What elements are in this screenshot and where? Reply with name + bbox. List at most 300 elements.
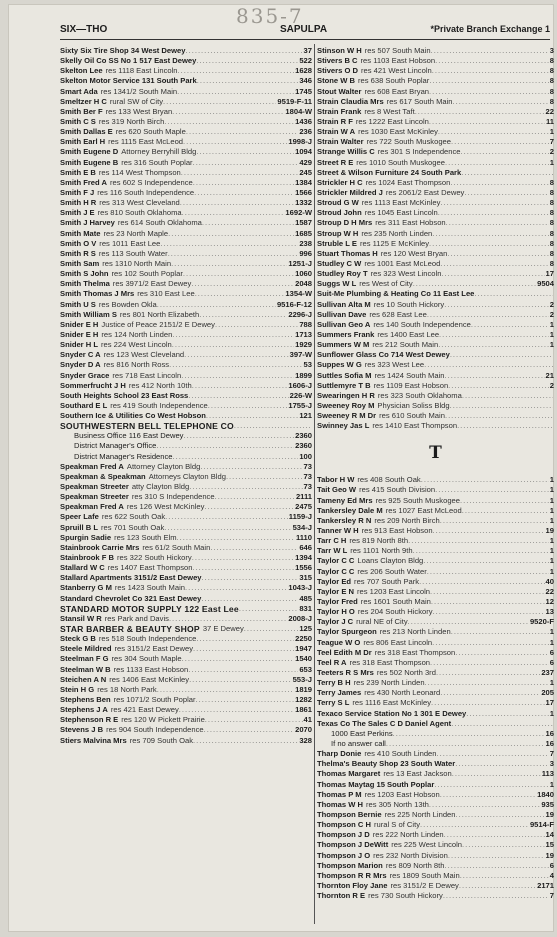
- directory-entry: [317, 107, 554, 117]
- directory-entry: [317, 350, 554, 360]
- entry-name: Strain Claudia Mrs: [317, 96, 384, 106]
- entry-phone: [553, 350, 554, 360]
- section-letter: T: [429, 443, 442, 464]
- entry-name: Stainbrook F B: [60, 553, 115, 563]
- entry-name: Suppes W G: [317, 360, 362, 370]
- entry-phone: 16: [545, 728, 554, 738]
- leader-dots: [455, 759, 549, 769]
- entry-phone: 125: [299, 624, 312, 634]
- leader-dots: [244, 624, 299, 634]
- entry-address: res 1113 East McKinley: [361, 198, 441, 208]
- entry-phone: 1: [549, 157, 554, 167]
- entry-address: res 18 North Park: [97, 684, 157, 694]
- entry-name: Thornton R E: [317, 891, 366, 901]
- directory-entry: [317, 749, 554, 759]
- entry-phone: 8: [549, 96, 554, 106]
- entry-phone: 2070: [295, 725, 312, 735]
- directory-entry: [317, 310, 554, 320]
- entry-name: Smeltzer H C: [60, 96, 107, 106]
- directory-entry: [60, 654, 312, 664]
- directory-entry: [317, 567, 554, 577]
- leader-dots: [474, 289, 553, 299]
- directory-entry: [60, 685, 312, 695]
- entry-name: Stroud John: [317, 208, 362, 218]
- entry-address: res 209 North Birch: [374, 515, 440, 525]
- leader-dots: [430, 658, 549, 668]
- entry-name: Speakman Fred A: [60, 502, 124, 512]
- leader-dots: [455, 810, 544, 820]
- directory-entry: [317, 87, 554, 97]
- directory-entry: [60, 705, 312, 715]
- entry-name: Steelman F G: [60, 654, 109, 664]
- entry-phone: 1: [549, 505, 554, 515]
- entry-phone: 9519-F-11: [277, 96, 312, 106]
- entry-name: Taylor C C: [317, 556, 355, 566]
- leader-dots: [461, 168, 553, 178]
- entry-address: res 313 West Cleveland: [99, 198, 180, 208]
- entry-name: Snider E H: [60, 329, 99, 339]
- leader-dots: [182, 654, 294, 664]
- entry-phone: 1: [549, 319, 554, 329]
- entry-phone: 1: [549, 127, 554, 137]
- entry-phone: [553, 168, 554, 178]
- entry-phone: 2008-J: [288, 613, 312, 623]
- leader-dots: [413, 279, 536, 289]
- leader-dots: [193, 178, 294, 188]
- entry-name: Taylor H O: [317, 607, 355, 617]
- entry-name: Speakman Streeter: [60, 492, 129, 502]
- entry-name: Business Office 116 East Dewey: [74, 431, 184, 441]
- entry-name: Teague W O: [317, 637, 361, 647]
- leader-dots: [462, 391, 553, 401]
- entry-name: STAR BARBER & BEAUTY SHOP: [60, 624, 200, 635]
- leader-dots: [429, 117, 545, 127]
- entry-address: rural SW of City: [109, 96, 164, 106]
- leader-dots: [451, 137, 549, 147]
- directory-entry: [317, 729, 554, 739]
- directory-entry: [60, 127, 312, 137]
- directory-entry: [317, 421, 554, 431]
- entry-address: res 816 North Ross: [103, 360, 170, 370]
- entry-phone: 12: [545, 597, 554, 607]
- leader-dots: [204, 502, 294, 512]
- entry-name: Tarr W L: [317, 546, 348, 556]
- entry-name: Strain Walter: [317, 137, 364, 147]
- directory-entry: [60, 543, 312, 553]
- directory-entry: [317, 597, 554, 607]
- directory-entry: [317, 340, 554, 350]
- entry-address: res 319 North Birch: [98, 116, 165, 126]
- directory-entry: [317, 279, 554, 289]
- leader-dots: [450, 178, 548, 188]
- entry-phone: 8: [549, 238, 554, 248]
- entry-phone: 19: [545, 526, 554, 536]
- directory-entry: [60, 452, 312, 462]
- entry-name: Suggs W L: [317, 279, 357, 289]
- entry-phone: 1: [549, 536, 554, 546]
- leader-dots: [429, 239, 549, 249]
- entry-address: res 133 West Bryan: [105, 106, 173, 116]
- entry-address: res 419 South Independence: [110, 400, 208, 410]
- entry-name: Thompson Bernie: [317, 809, 382, 819]
- entry-name: Strain R F: [317, 116, 353, 126]
- entry-address: res 430 North Leonard: [364, 688, 441, 698]
- directory-entry: [317, 648, 554, 658]
- entry-address: res 628 East Lee: [369, 309, 427, 319]
- entry-name: Strain Frank: [317, 106, 362, 116]
- entry-phone: 2111: [295, 492, 312, 502]
- entry-phone: 2360: [295, 441, 312, 451]
- directory-entry: [60, 259, 312, 269]
- directory-entry: [60, 502, 312, 512]
- entry-phone: 1713: [295, 329, 312, 339]
- entry-address: res 904 South Independence: [106, 725, 204, 735]
- leader-dots: [171, 259, 287, 269]
- entry-phone: 245: [299, 167, 312, 177]
- leader-dots: [191, 279, 294, 289]
- entry-address: res 123 West Cleveland: [103, 350, 185, 360]
- entry-phone: 1043-J: [288, 583, 312, 593]
- directory-entry: [317, 769, 554, 779]
- leader-dots: [179, 705, 294, 715]
- entry-name: Standard Chevrolet Co 321 East Dewey: [60, 593, 202, 603]
- entry-address: Attorney Berryhill Bldg: [121, 147, 197, 157]
- entry-name: Steelman W B: [60, 664, 111, 674]
- leader-dots: [183, 431, 294, 441]
- leader-dots: [450, 401, 553, 411]
- directory-entry: [60, 401, 312, 411]
- entry-address: res 120 W Pickett Prairie: [121, 715, 205, 725]
- entry-phone: 6: [549, 860, 554, 870]
- leader-dots: [192, 563, 294, 573]
- entry-address: res 617 South Main: [386, 96, 453, 106]
- entry-name: Smith Earl H: [60, 137, 106, 147]
- entry-phone: [553, 289, 554, 299]
- entry-name: Smith Thelma: [60, 279, 110, 289]
- directory-entry: [317, 97, 554, 107]
- entry-name: District Manager's Residence: [74, 451, 173, 461]
- directory-entry: [60, 523, 312, 533]
- entry-phone: 831: [299, 603, 312, 613]
- leader-dots: [188, 665, 298, 675]
- entry-phone: 13: [545, 607, 554, 617]
- directory-entry: [317, 780, 554, 790]
- entry-phone: 8: [549, 76, 554, 86]
- entry-name: Smart Ada: [60, 86, 98, 96]
- entry-name: Sixty Six Tire Shop 34 West Dewey: [60, 46, 186, 55]
- directory-entry: [317, 526, 554, 536]
- directory-entry: [317, 188, 554, 198]
- entry-phone: 1251-J: [288, 258, 312, 268]
- entry-address: res 318 East Thompson: [349, 657, 431, 667]
- entry-name: Street R E: [317, 157, 354, 167]
- leader-dots: [430, 587, 545, 597]
- entry-name: Smith Ber F: [60, 106, 103, 116]
- entry-name: District Manager's Office: [74, 441, 157, 451]
- entry-phone: 1556: [295, 563, 312, 573]
- leader-dots: [156, 441, 294, 451]
- directory-entry: [317, 861, 554, 871]
- leader-dots: [427, 567, 549, 577]
- leader-dots: [431, 597, 545, 607]
- entry-name: Sullivan Geo A: [317, 319, 371, 329]
- entry-phone: 53: [303, 360, 312, 370]
- entry-name: Sweeney R M Dr: [317, 411, 377, 421]
- directory-entry: [60, 665, 312, 675]
- entry-phone: 9516-F-12: [276, 299, 312, 309]
- leader-dots: [423, 556, 548, 566]
- directory-entry: [317, 330, 554, 340]
- directory-entry: [317, 627, 554, 637]
- leader-dots: [189, 482, 302, 492]
- entry-phone: [553, 391, 554, 401]
- entry-phone: 1384: [295, 177, 312, 187]
- entry-address: res 311 East Hobson: [375, 218, 446, 228]
- header-rule: [60, 39, 550, 40]
- entry-address: res 638 South Poplar: [357, 76, 430, 86]
- directory-entry: [317, 496, 554, 506]
- directory-entry: [317, 739, 554, 749]
- directory-entry: [60, 97, 312, 107]
- entry-phone: 1840: [537, 789, 554, 799]
- leader-dots: [457, 421, 553, 431]
- leader-dots: [408, 617, 529, 627]
- leader-dots: [429, 87, 549, 97]
- entry-address: res 224 West Lincoln: [100, 340, 172, 350]
- entry-phone: 205: [541, 688, 554, 698]
- entry-address: res Park and Davis: [104, 613, 169, 623]
- entry-phone: 534-J: [292, 522, 312, 532]
- leader-dots: [181, 168, 299, 178]
- leader-dots: [206, 411, 298, 421]
- entry-address: res 222 North Linden: [372, 830, 444, 840]
- leader-dots: [444, 830, 545, 840]
- leader-dots: [451, 627, 549, 637]
- entry-phone: 1354-W: [285, 289, 312, 299]
- directory-entry: [317, 239, 554, 249]
- directory-entry: [317, 516, 554, 526]
- entry-phone: 1: [549, 566, 554, 576]
- directory-entry: [60, 573, 312, 583]
- entry-address: res 2061/2 East Dewey: [385, 187, 465, 197]
- directory-entry: [317, 719, 554, 729]
- leader-dots: [194, 188, 294, 198]
- entry-phone: 1755-J: [288, 400, 312, 410]
- entry-address: res 1222 East Lincoln: [355, 116, 429, 126]
- entry-name: Smith J Harvey: [60, 218, 115, 228]
- entry-address: res West of City: [359, 279, 413, 289]
- leader-dots: [435, 485, 549, 495]
- leader-dots: [431, 46, 549, 56]
- entry-name: Stivers B C: [317, 56, 358, 66]
- entry-name: Thomas Maytag 15 South Poplar: [317, 779, 435, 789]
- entry-address: res 1203 East Hobson: [364, 789, 440, 799]
- entry-address: res 1027 East McLeod: [385, 505, 462, 515]
- leader-dots: [460, 496, 549, 506]
- header-city: SAPULPA: [280, 24, 328, 35]
- leader-dots: [437, 749, 549, 759]
- directory-entry: [317, 269, 554, 279]
- entry-phone: 14: [545, 830, 554, 840]
- leader-dots: [188, 391, 288, 401]
- entry-phone: 3: [549, 46, 554, 55]
- leader-dots: [202, 573, 299, 583]
- entry-address: res 225 North Linden: [384, 809, 456, 819]
- entry-address: res 722 South Muskogee: [366, 137, 451, 147]
- entry-name: Snyder D A: [60, 360, 101, 370]
- entry-address: res 113 South Water: [98, 248, 168, 258]
- entry-phone: 6: [549, 657, 554, 667]
- entry-address: res 305 North 13th: [366, 799, 429, 809]
- directory-entry: [60, 56, 312, 66]
- entry-address: res 1423 South Main: [114, 583, 185, 593]
- entry-address: res 925 South Muskogee: [375, 495, 460, 505]
- directory-entry: [317, 411, 554, 421]
- entry-address: res 614 South Oklahoma: [117, 218, 202, 228]
- entry-name: Stansil W R: [60, 613, 102, 623]
- entry-address: res 23 North Maple: [103, 228, 169, 238]
- entry-phone: 2: [549, 147, 554, 157]
- leader-dots: [201, 594, 298, 604]
- entry-name: Thompson J O: [317, 850, 371, 860]
- leader-dots: [440, 259, 548, 269]
- leader-dots: [192, 553, 294, 563]
- entry-phone: 788: [299, 319, 312, 329]
- directory-entry: [317, 800, 554, 810]
- entry-phone: [553, 421, 554, 431]
- leader-dots: [432, 638, 549, 648]
- entry-phone: 2475: [295, 502, 312, 512]
- directory-entry: [60, 269, 312, 279]
- directory-entry: [317, 168, 554, 178]
- entry-phone: 397-W: [289, 350, 312, 360]
- entry-phone: 100: [299, 451, 312, 461]
- entry-name: Stinson W H: [317, 46, 362, 55]
- entry-phone: [553, 360, 554, 370]
- entry-name: Stephenson R E: [60, 715, 119, 725]
- entry-name: Skelton Lee: [60, 66, 103, 76]
- entry-phone: 2048: [295, 279, 312, 289]
- entry-name: Taylor C C: [317, 566, 355, 576]
- directory-entry: [60, 249, 312, 259]
- entry-address: res 415 South Division: [359, 485, 436, 495]
- entry-address: res 421 West Lincoln: [360, 66, 432, 76]
- leader-dots: [195, 289, 285, 299]
- entry-address: res 316 South Poplar: [121, 157, 193, 167]
- entry-phone: 1060: [295, 269, 312, 279]
- entry-address: res 323 West Lee: [364, 360, 425, 370]
- leader-dots: [431, 698, 545, 708]
- entry-phone: 2: [549, 380, 554, 390]
- entry-address: res 1115 East McLeod: [108, 137, 184, 147]
- directory-entry: [317, 229, 554, 239]
- entry-phone: 1685: [295, 228, 312, 238]
- entry-phone: [553, 411, 554, 421]
- entry-address: res 1030 East McKinley: [358, 127, 438, 137]
- entry-name: Southard E L: [60, 400, 108, 410]
- leader-dots: [462, 506, 549, 516]
- leader-dots: [173, 452, 299, 462]
- entry-name: Speer Lafe: [60, 512, 99, 522]
- entry-name: Sweeney Roy M: [317, 400, 375, 410]
- entry-name: Smith Eugene D: [60, 147, 119, 157]
- entry-phone: 1606-J: [288, 380, 312, 390]
- entry-phone: 1332: [295, 198, 312, 208]
- entry-address: res 602 S Independence: [109, 177, 193, 187]
- entry-name: Tharp Donie: [317, 749, 362, 759]
- entry-address: res 13 East Jackson: [383, 769, 452, 779]
- entry-phone: 646: [299, 542, 312, 552]
- entry-phone: 1819: [295, 684, 312, 694]
- entry-name: Tabor H W: [317, 475, 355, 485]
- entry-name: Spruill B L: [60, 522, 98, 532]
- leader-dots: [419, 577, 544, 587]
- entry-phone: 6: [549, 647, 554, 657]
- directory-entry: [60, 218, 312, 228]
- directory-entry: [317, 851, 554, 861]
- entry-phone: 9504: [537, 279, 554, 289]
- entry-address: res 232 North Division: [373, 850, 448, 860]
- entry-address: res 1001 East McLeod: [364, 258, 441, 268]
- directory-entry: [317, 117, 554, 127]
- directory-entry: [60, 482, 312, 492]
- leader-dots: [429, 76, 548, 86]
- directory-entry: [317, 709, 554, 719]
- leader-dots: [160, 239, 298, 249]
- leader-dots: [421, 475, 549, 485]
- leader-dots: [460, 871, 549, 881]
- entry-address: Attorneys Clayton Bldg: [148, 471, 226, 481]
- leader-dots: [427, 310, 549, 320]
- entry-name: Taylor Spurgeon: [317, 627, 377, 637]
- leader-dots: [450, 350, 553, 360]
- entry-address: res 1103 East Hobson: [360, 56, 436, 66]
- entry-address: res 323 South Oklahoma: [377, 390, 462, 400]
- entry-address: res 701 South Oak: [100, 522, 165, 532]
- entry-name: Thornton Floy Jane: [317, 880, 388, 890]
- entry-name: Stroup D H Mrs: [317, 218, 373, 228]
- directory-entry: [60, 330, 312, 340]
- entry-phone: 1159-J: [288, 512, 312, 522]
- entry-phone: 1929: [295, 340, 312, 350]
- directory-entry: [60, 644, 312, 654]
- entry-name: Texas Co The Sales C D Daniel Agent: [317, 718, 452, 728]
- header-range: SIX—THO: [60, 24, 108, 35]
- entry-name: Thompson R R Mrs: [317, 870, 387, 880]
- entry-name: Stroup W H: [317, 228, 359, 238]
- leader-dots: [186, 46, 303, 56]
- leader-dots: [434, 780, 548, 790]
- entry-name: SOUTHWESTERN BELL TELEPHONE CO: [60, 421, 234, 432]
- leader-dots: [177, 87, 294, 97]
- directory-entry: [60, 360, 312, 370]
- entry-phone: 1: [549, 637, 554, 647]
- directory-entry: [317, 371, 554, 381]
- entry-address: Loans Clayton Bldg: [357, 556, 424, 566]
- entry-address: res 116 South Independence: [97, 187, 195, 197]
- entry-address: res 126 West McKinley: [126, 502, 205, 512]
- directory-entry: [60, 634, 312, 644]
- entry-phone: 7: [549, 137, 554, 147]
- leader-dots: [196, 634, 294, 644]
- directory-entry: [317, 289, 554, 299]
- directory-entry: [60, 188, 312, 198]
- entry-name: Snyder Grace: [60, 370, 110, 380]
- leader-dots: [445, 371, 545, 381]
- entry-name: Smith Dallas E: [60, 127, 113, 137]
- leader-dots: [471, 320, 549, 330]
- entry-address: res 204 South Hickory: [357, 607, 433, 617]
